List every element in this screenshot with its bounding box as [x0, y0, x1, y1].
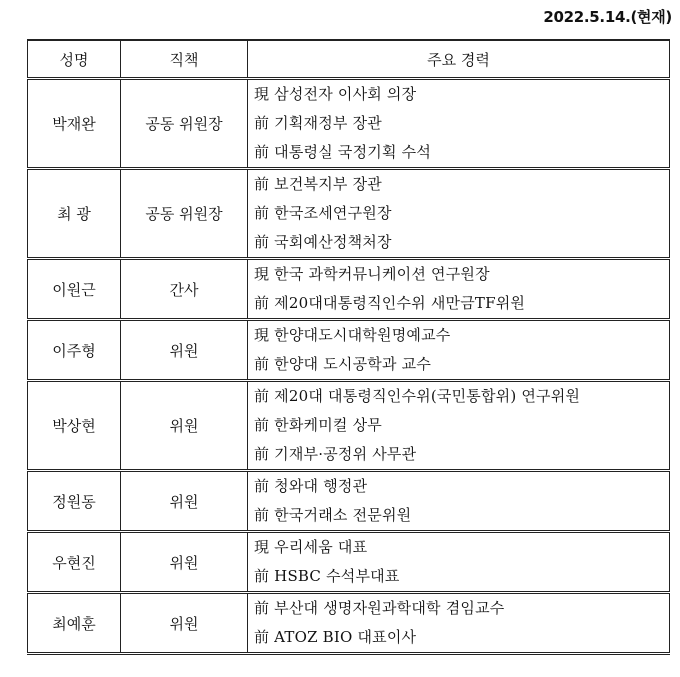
- table-header: [28, 40, 670, 79]
- career-item: 前 한국조세연구원장: [254, 204, 392, 222]
- member-career: [248, 593, 670, 654]
- member-role: 위원: [121, 593, 248, 654]
- career-item: 現 한양대도시대학원명예교수: [254, 326, 451, 344]
- career-item: 前 기획재정부 장관: [254, 114, 382, 132]
- table-row: [28, 259, 670, 320]
- career-item: 前 보건복지부 장관: [254, 175, 382, 193]
- member-name: 우현진: [28, 532, 121, 593]
- career-item: 前 대통령실 국정기획 수석: [254, 143, 432, 161]
- member-role: 간사: [121, 259, 248, 320]
- table-row: [28, 593, 670, 654]
- member-name: 이원근: [28, 259, 121, 320]
- member-career: [248, 471, 670, 532]
- member-name: 최 광: [28, 169, 121, 259]
- member-career: [248, 381, 670, 471]
- member-career: [248, 532, 670, 593]
- committee-roster-table: [27, 39, 670, 655]
- table-row: [28, 79, 670, 169]
- member-career: [248, 320, 670, 381]
- member-role: 공동 위원장: [121, 169, 248, 259]
- career-item: 前 국회예산정책처장: [254, 233, 392, 251]
- member-career: [248, 79, 670, 169]
- career-item: 前 제20대 대통령직인수위(국민통합위) 연구위원: [254, 387, 581, 405]
- member-name: 박재완: [28, 79, 121, 169]
- member-role: 위원: [121, 532, 248, 593]
- career-item: 前 한국거래소 전문위원: [254, 506, 412, 524]
- member-name: 박상현: [28, 381, 121, 471]
- member-name: 이주형: [28, 320, 121, 381]
- header-career: 주요 경력: [248, 40, 670, 79]
- member-name: 최예훈: [28, 593, 121, 654]
- career-item: 前 청와대 행정관: [254, 477, 368, 495]
- career-item: 前 제20대대통령직인수위 새만금TF위원: [254, 294, 526, 312]
- table-body: [28, 79, 670, 654]
- date-label: 2022.5.14.(현재): [543, 8, 672, 26]
- table-row: [28, 471, 670, 532]
- member-role: 위원: [121, 381, 248, 471]
- member-name: 정원동: [28, 471, 121, 532]
- member-role: 공동 위원장: [121, 79, 248, 169]
- member-role: 위원: [121, 320, 248, 381]
- table-row: [28, 381, 670, 471]
- career-item: 前 HSBC 수석부대표: [254, 567, 400, 585]
- member-role: 위원: [121, 471, 248, 532]
- career-item: 現 삼성전자 이사회 의장: [254, 85, 417, 103]
- member-career: [248, 259, 670, 320]
- table-row: [28, 169, 670, 259]
- career-item: 現 한국 과학커뮤니케이션 연구원장: [254, 265, 490, 283]
- career-item: 前 ATOZ BIO 대표이사: [254, 628, 417, 646]
- career-item: 前 한양대 도시공학과 교수: [254, 355, 432, 373]
- header-role: 직책: [121, 40, 248, 79]
- career-item: 現 우리세움 대표: [254, 538, 368, 556]
- career-item: 前 한화케미컬 상무: [254, 416, 382, 434]
- table-row: [28, 532, 670, 593]
- career-item: 前 부산대 생명자원과학대학 겸임교수: [254, 599, 505, 617]
- header-name: 성명: [28, 40, 121, 79]
- member-career: [248, 169, 670, 259]
- table-row: [28, 320, 670, 381]
- header-row: [28, 40, 670, 79]
- career-item: 前 기재부·공정위 사무관: [254, 445, 417, 463]
